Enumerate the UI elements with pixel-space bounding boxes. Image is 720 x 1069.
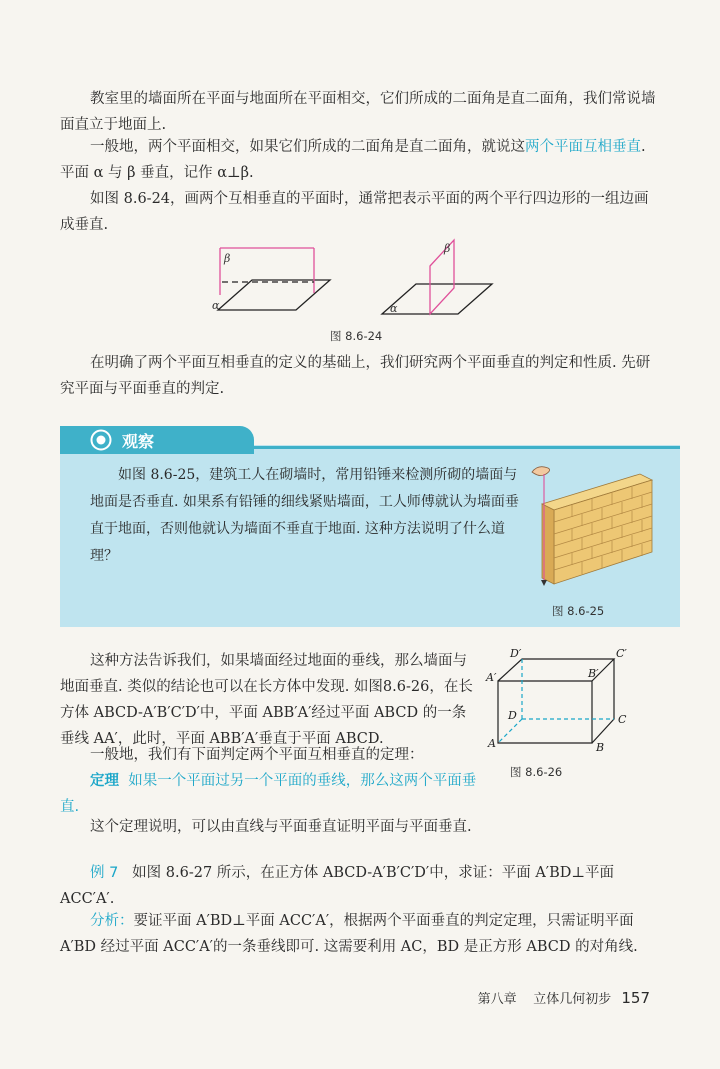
hidden-edge-da (498, 719, 522, 743)
paragraph-7: 这个定理说明，可以由直线与平面垂直证明平面与平面垂直. (90, 819, 472, 835)
theorem-label: 定理 (90, 773, 119, 789)
plumb-bob (541, 580, 547, 586)
plane-alpha-left (218, 280, 330, 310)
caption-8-6-26: 图 8.6-26 (510, 765, 563, 779)
label-D: D (508, 709, 517, 722)
theorem-text: 如果一个平面过另一个平面的垂线，那么这两个平面垂直. (60, 773, 477, 815)
figure-8-6-25 (520, 462, 670, 592)
analysis-label: 分析： (90, 913, 134, 929)
paragraph-3: 如图 8.6-24，画两个互相垂直的平面时，通常把表示平面的两个平行四边形的一组边画成垂直. (60, 191, 649, 233)
example-7 (60, 860, 660, 912)
paragraph-4: 在明确了两个平面互相垂直的定义的基础上，我们研究两个平面垂直的判定和性质. 先研究平面与平面垂直的判定. (60, 355, 651, 397)
paragraph-2 (60, 134, 660, 186)
label-beta-left: β (224, 252, 231, 265)
observe-text: 如图 8.6-25，建筑工人在砌墙时，常用铅锤来检测所砌的墙面与地面是否垂直. 如果系有铅锤的细线紧贴墙面，工人师傅就认为墙面垂直于地面，否则他就认为墙面不垂直于地面. 这种方法说明了什么道理？ (90, 467, 519, 564)
hand-icon (532, 467, 550, 476)
theorem (60, 768, 480, 820)
figure-8-6-26 (484, 645, 644, 760)
p2-text-b: . 平面 α 与 β 垂直，记作 α⊥β. (60, 139, 646, 181)
example-label: 例 7 (90, 865, 119, 881)
figure-8-6-24 (190, 230, 530, 325)
observe-header (60, 426, 254, 454)
analysis-text: 要证平面 A′BD⊥平面 ACC′A′，根据两个平面垂直的判定定理，只需证明平面 A′BD 经过平面 ACC′A′的一条垂线即可. 这需要利用 AC，BD 是正方形 ABCD 的对角线. (60, 913, 638, 955)
observe-icon (90, 429, 112, 451)
label-C1: C′ (616, 647, 627, 660)
plane-alpha-right (382, 284, 492, 314)
example-text: 如图 8.6-27 所示，在正方体 ABCD-A′B′C′D′中，求证：平面 A′BD⊥平面 ACC′A′. (60, 865, 614, 907)
label-alpha-left: α (212, 299, 220, 312)
footer-section: 立体几何初步 (533, 992, 612, 1007)
paragraph-1: 教室里的墙面所在平面与地面所在平面相交，它们所成的二面角是直二面角，我们常说墙面直立于地面上. (60, 91, 656, 133)
page-number: 157 (621, 989, 650, 1007)
p2-text-a: 一般地，两个平面相交，如果它们所成的二面角是直二面角，就说这 (90, 139, 525, 155)
plane-beta-right (430, 240, 454, 314)
paragraph-5: 这种方法告诉我们，如果墙面经过地面的垂线，那么墙面与地面垂直. 类似的结论也可以在长方体中发现. 如图8.6-26，在长方体 ABCD-A′B′C′D′中，平面 ABB′A′经过平面 ABCD 的一条垂线 AA′，此时，平面 ABB′A′垂直于平面 ABCD. (60, 653, 473, 747)
analysis (60, 908, 660, 960)
term-perpendicular-planes: 两个平面互相垂直 (525, 139, 641, 155)
label-C: C (618, 713, 627, 726)
label-alpha-right: α (390, 302, 398, 315)
label-A1: A′ (486, 671, 497, 684)
caption-8-6-24: 图 8.6-24 (330, 329, 383, 343)
caption-8-6-25: 图 8.6-25 (552, 604, 605, 618)
page-footer (478, 988, 650, 1007)
footer-chapter: 第八章 (477, 992, 517, 1007)
label-beta-right: β (444, 242, 451, 255)
label-D1: D′ (510, 647, 522, 660)
label-B: B (596, 741, 605, 754)
observe-title: 观察 (122, 431, 155, 451)
paragraph-6: 一般地，我们有下面判定两个平面互相垂直的定理： (90, 747, 424, 763)
label-B1: B′ (588, 667, 599, 680)
label-A: A (488, 737, 496, 750)
